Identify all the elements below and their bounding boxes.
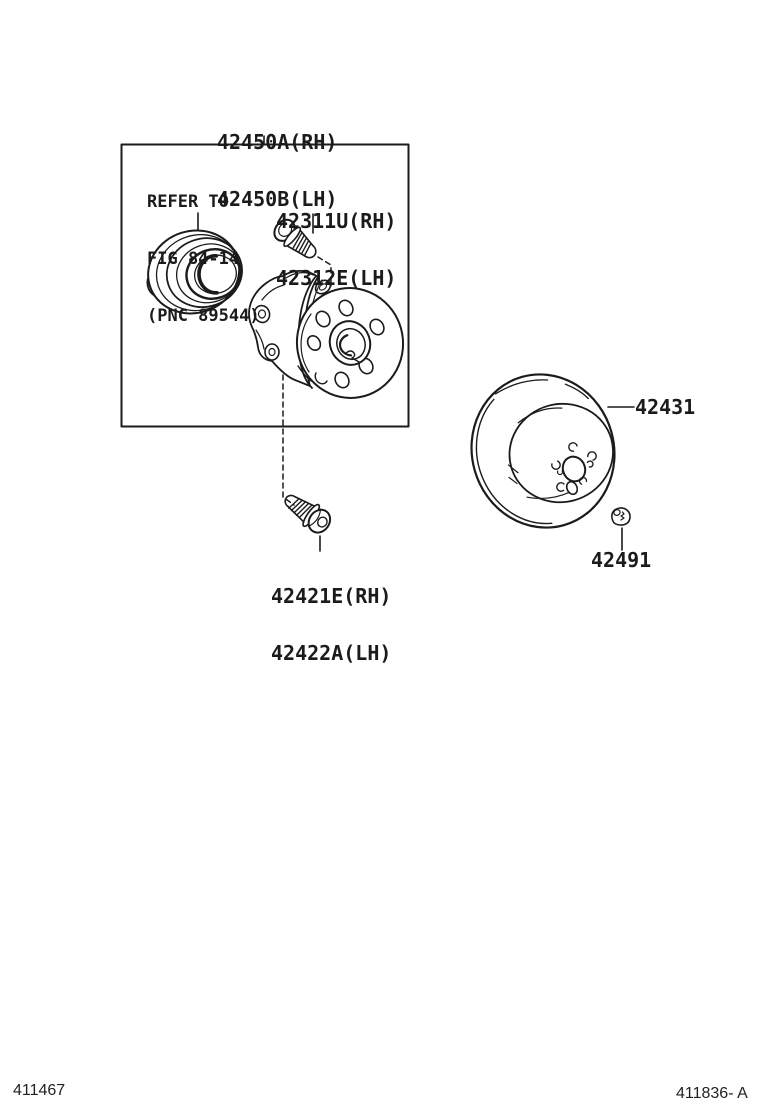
brake-disc-drawing [454, 357, 633, 544]
callout-42421[interactable] [271, 549, 391, 701]
figure-number-left: 411467 [13, 1082, 66, 1099]
callout-42450-line2[interactable]: 42450B(LH) [217, 187, 338, 211]
hub-mount-bolt-drawing [279, 487, 335, 537]
refer-note-line3[interactable]: (PNC 89544) [147, 306, 260, 326]
callout-42421-line1[interactable]: 42421E(RH) [271, 584, 392, 608]
callout-42311-line1[interactable]: 42311U(RH) [276, 209, 397, 233]
callout-42491[interactable]: 42491 [591, 548, 652, 572]
callout-42421-line2[interactable]: 42422A(LH) [271, 641, 392, 665]
callout-42450-line1[interactable]: 42450A(RH) [217, 130, 338, 154]
refer-note-line1[interactable]: REFER TO [147, 192, 229, 212]
leader-line-42421-dashed [283, 366, 294, 505]
callout-42311[interactable] [276, 174, 396, 326]
push-nut-drawing [612, 508, 630, 525]
callout-42311-line2[interactable]: 42312E(LH) [276, 266, 397, 290]
callout-42431[interactable]: 42431 [635, 395, 696, 419]
figure-number-right: 411836- A [676, 1085, 748, 1102]
refer-note[interactable] [147, 155, 260, 364]
refer-note-line2[interactable]: FIG 84-14 [147, 249, 240, 269]
